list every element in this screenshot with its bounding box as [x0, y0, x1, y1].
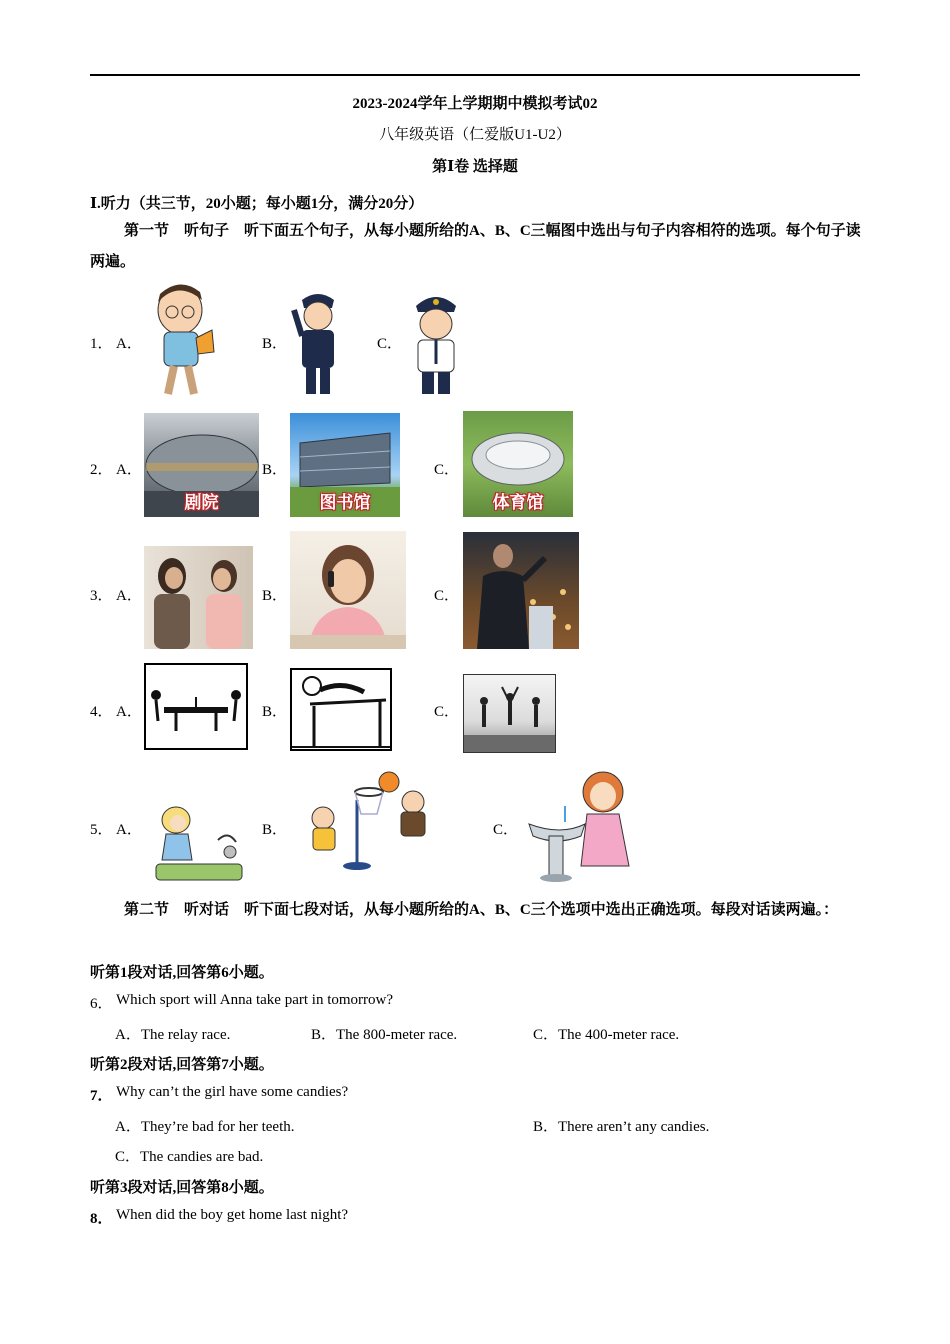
- q2-label-theater: 剧院: [184, 493, 219, 513]
- q3-option-a-label: A．: [116, 588, 142, 604]
- q2-option-b-label: B．: [262, 462, 288, 478]
- q2-number: 2．: [90, 462, 113, 478]
- q4-option-b-label: B．: [262, 704, 288, 720]
- q3-option-c-label: C．: [434, 588, 460, 604]
- q3-image-a-two-women-talking[interactable]: [144, 546, 253, 649]
- q8-question: When did the boy get home last night?: [116, 1207, 349, 1223]
- q7-number: 7．: [90, 1088, 113, 1104]
- q2-option-c-label: C．: [434, 462, 460, 478]
- q2-image-b-library[interactable]: [290, 413, 400, 517]
- q4-option-c-label: C．: [434, 704, 460, 720]
- part1-instruction: 第一节 听句子 听下面五个句子，从每小题所给的A、B、C三幅图中选出与句子内容相符的选项。每个句子读两遍。: [90, 223, 861, 270]
- q1-image-a-teacher[interactable]: [148, 280, 218, 400]
- volume-title: 第Ⅰ卷 选择题: [432, 159, 518, 175]
- q6-option-c[interactable]: C．The 400-meter race.: [533, 1027, 680, 1043]
- q7-option-b[interactable]: B．There aren’t any candies.: [533, 1119, 710, 1135]
- q4-option-a-label: A．: [116, 704, 142, 720]
- q5-image-b-basketball[interactable]: [295, 770, 440, 872]
- q1-image-b-policeman[interactable]: [288, 288, 348, 398]
- q6-option-b[interactable]: B．The 800-meter race.: [311, 1027, 458, 1043]
- q4-image-b-high-jump[interactable]: [290, 668, 392, 751]
- q7-option-a[interactable]: A．They’re bad for her teeth.: [115, 1119, 295, 1135]
- q1-option-a-label: A．: [116, 336, 142, 352]
- q4-image-a-table-tennis[interactable]: [144, 663, 248, 750]
- q5-option-c-label: C．: [493, 822, 519, 838]
- q6-number: 6．: [90, 996, 113, 1012]
- q3-image-b-woman-on-phone[interactable]: [290, 531, 406, 649]
- q6-option-a[interactable]: A．The relay race.: [115, 1027, 231, 1043]
- q5-image-a-girl-gardening[interactable]: [148, 800, 248, 886]
- q5-option-a-label: A．: [116, 822, 142, 838]
- q6-question: Which sport will Anna take part in tomorrow?: [116, 992, 394, 1008]
- q8-number: 8．: [90, 1211, 113, 1227]
- q2-label-gym: 体育馆: [492, 493, 544, 513]
- q1-number: 1．: [90, 336, 113, 352]
- q4-image-c-running-race[interactable]: [463, 674, 556, 753]
- q5-number: 5．: [90, 822, 113, 838]
- dialogue2-lead: 听第2段对话,回答第7小题。: [90, 1057, 274, 1073]
- q2-image-a-theater[interactable]: [144, 413, 259, 517]
- q5-image-c-girl-washing-hands[interactable]: [525, 766, 635, 884]
- dialogue3-lead: 听第3段对话,回答第8小题。: [90, 1180, 274, 1196]
- q1-option-b-label: B．: [262, 336, 288, 352]
- dialogue1-lead: 听第1段对话,回答第6小题。: [90, 965, 274, 981]
- exam-title: 2023-2024学年上学期期中模拟考试02: [352, 96, 598, 112]
- q2-option-a-label: A．: [116, 462, 142, 478]
- q5-option-b-label: B．: [262, 822, 288, 838]
- q1-image-c-pilot[interactable]: [408, 288, 464, 398]
- exam-subtitle: 八年级英语（仁爱版U1-U2）: [379, 127, 571, 143]
- top-rule: [90, 74, 860, 76]
- q7-option-c[interactable]: C．The candies are bad.: [115, 1149, 264, 1165]
- q3-number: 3．: [90, 588, 113, 604]
- q1-option-c-label: C．: [377, 336, 403, 352]
- q4-number: 4．: [90, 704, 113, 720]
- q3-image-c-speaker[interactable]: [463, 532, 579, 649]
- q7-question: Why can’t the girl have some candies?: [116, 1084, 349, 1100]
- q2-label-library: 图书馆: [319, 493, 371, 513]
- q2-image-c-gym[interactable]: [463, 411, 573, 517]
- part2-instruction: 第二节 听对话 听下面七段对话，从每小题所给的A、B、C三个选项中选出正确选项。每段对话读两遍。：: [124, 902, 839, 918]
- listening-heading: Ⅰ.听力（共三节，20小题；每小题1分，满分20分）: [90, 196, 424, 212]
- q3-option-b-label: B．: [262, 588, 288, 604]
